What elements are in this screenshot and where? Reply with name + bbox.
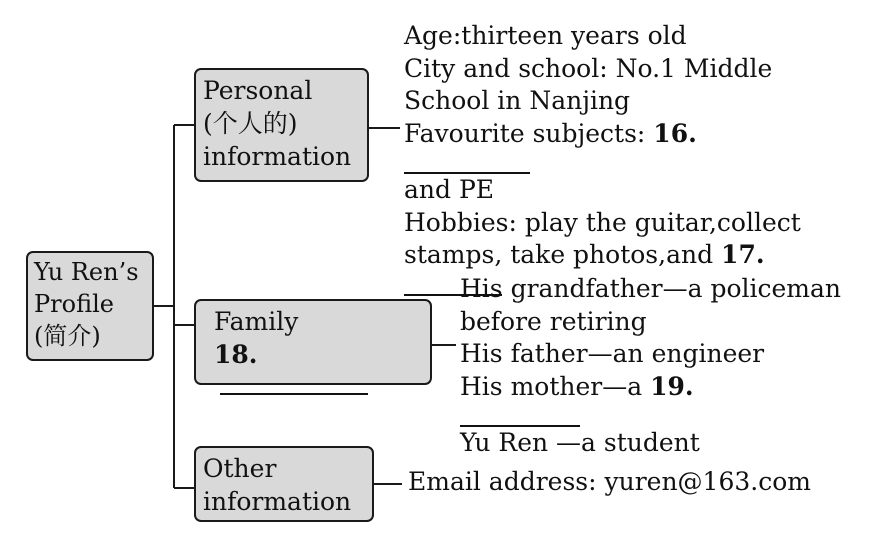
blank-17-number: 17.: [721, 240, 765, 269]
grandfather-text-line-2: before retiring: [460, 306, 647, 336]
city-text-line-2: School in Nanjing: [404, 86, 631, 115]
subjects-suffix: and PE: [404, 175, 495, 204]
subjects-line: [404, 118, 801, 175]
other-info-box: [194, 446, 374, 522]
blank-18-line[interactable]: [220, 371, 368, 395]
root-line-1: Yu Ren’s: [34, 258, 139, 286]
hobbies-text-line-1: Hobbies: play the guitar,collect: [404, 207, 801, 237]
other-label-line-2: information: [203, 487, 352, 516]
family-label: Family: [214, 307, 299, 336]
personal-details: [404, 20, 801, 296]
blank-19-line[interactable]: [460, 403, 580, 427]
father-text: His father—an engineer: [460, 339, 765, 368]
personal-label-line-3: information: [203, 142, 352, 171]
root-profile-box: [26, 251, 154, 361]
blank-16-number: 16.: [653, 118, 697, 148]
city-text-line-1: City and school: No.1 Middle: [404, 53, 773, 83]
blank-18-line-wrap: [214, 338, 430, 395]
root-line-3: (简介): [34, 322, 101, 350]
grandfather-text-line-1: His grandfather—a policeman: [460, 274, 841, 303]
family-box: [194, 299, 432, 385]
blank-19-number: 19.: [650, 371, 694, 401]
personal-label-line-2: (个人的): [203, 109, 298, 138]
family-details: [460, 273, 841, 460]
email-text: Email address: yuren@163.com: [408, 467, 811, 496]
blank-18-number: 18.: [214, 340, 258, 369]
subjects-prefix: Favourite subjects:: [404, 118, 654, 148]
hobbies-prefix: stamps, take photos,and: [404, 240, 722, 269]
mother-line: [460, 371, 841, 428]
root-line-2: Profile: [34, 290, 114, 318]
other-label-line-1: Other: [203, 454, 277, 483]
age-text: Age:thirteen years old: [404, 21, 687, 50]
blank-16-line[interactable]: [404, 150, 530, 174]
yuren-text: Yu Ren —a student: [460, 428, 700, 457]
mother-prefix: His mother—a: [460, 371, 651, 401]
personal-label-line-1: Personal: [203, 76, 313, 105]
personal-info-box: [194, 68, 369, 182]
